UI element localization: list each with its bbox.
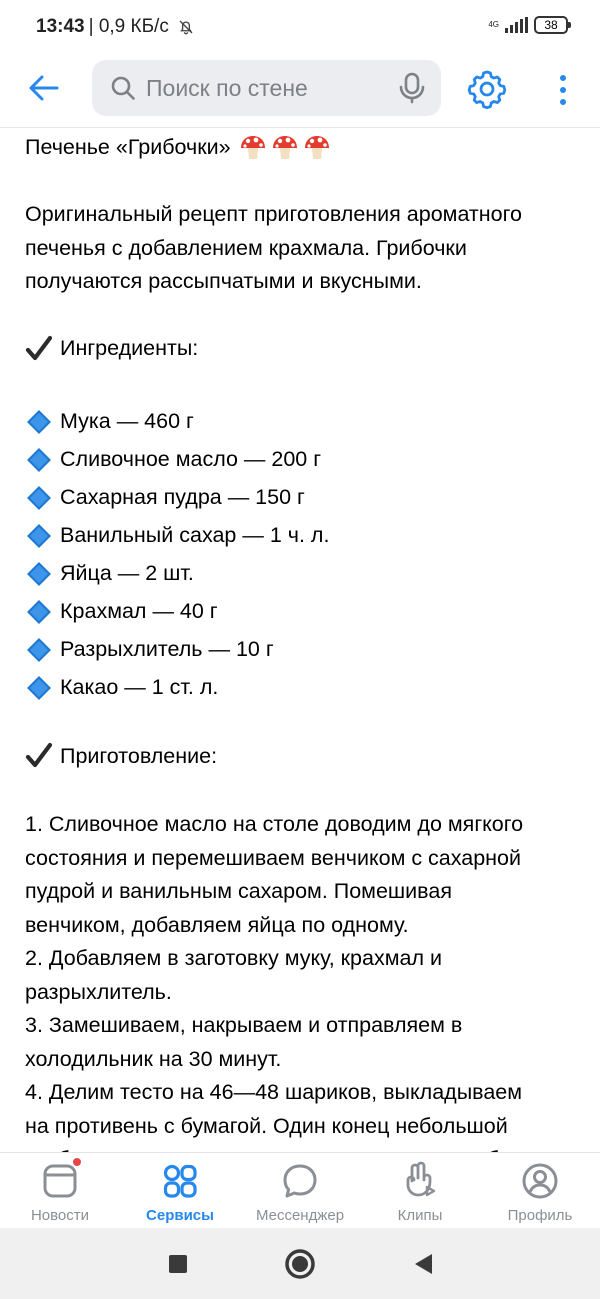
services-icon	[160, 1161, 200, 1201]
bottom-tab-bar	[0, 1152, 600, 1228]
ingredient-item	[25, 405, 574, 439]
profile-icon	[520, 1161, 560, 1201]
ingredient-item	[25, 557, 574, 591]
mushroom-icon	[239, 135, 267, 161]
blue-diamond-icon	[25, 598, 53, 626]
step-line: 4. Делим тесто на 46—48 шариков, выкладываем	[25, 1080, 523, 1104]
search-icon	[110, 75, 136, 101]
gear-icon[interactable]	[466, 68, 508, 110]
step-line: 1. Сливочное масло на столе доводим до мягкого	[25, 812, 524, 836]
ingredient-text: Сливочное масло — 200 г	[60, 447, 322, 471]
ingredient-item	[25, 633, 574, 667]
ingredient-text: Яйца — 2 шт.	[60, 561, 194, 585]
blue-diamond-icon	[25, 446, 53, 474]
post-intro-line: Оригинальный рецепт приготовления ароматного	[25, 202, 522, 226]
tab-profile[interactable]	[480, 1153, 600, 1228]
step-line: пудрой и ванильным сахаром. Помешивая	[25, 879, 452, 903]
clips-icon	[400, 1161, 440, 1201]
blue-diamond-icon	[25, 522, 53, 550]
ingredients-heading: Ингредиенты:	[60, 336, 199, 360]
notification-badge	[72, 1157, 82, 1167]
step-line: холодильник на 30 минут.	[25, 1046, 282, 1071]
step-line: 3. Замешиваем, накрываем и отправляем в	[25, 1013, 463, 1037]
microphone-icon[interactable]	[397, 72, 427, 104]
blue-diamond-icon	[25, 560, 53, 588]
more-vertical-icon[interactable]	[550, 72, 576, 108]
check-mark-icon	[25, 742, 53, 770]
status-left	[36, 16, 195, 38]
back-button[interactable]	[22, 70, 66, 106]
signal-icon	[505, 17, 528, 33]
status-speed: | 0,9 КБ/с	[88, 16, 169, 37]
ingredient-item	[25, 481, 574, 515]
post-title: Печенье «Грибочки»	[25, 135, 231, 159]
tab-label: Мессенджер	[255, 1207, 345, 1224]
ingredient-item	[25, 443, 574, 477]
step-line: на противень с бумагой. Один конец небольшой	[25, 1113, 508, 1138]
step-line: состояния и перемешиваем венчиком с сахарной	[25, 845, 522, 870]
ingredient-text: Крахмал — 40 г	[60, 599, 218, 623]
step-line: 2. Добавляем в заготовку муку, крахмал и	[25, 946, 442, 970]
status-bar	[0, 0, 600, 56]
home-icon[interactable]	[284, 1248, 316, 1280]
step-line: разрыхлитель.	[25, 979, 172, 1004]
check-mark-icon	[25, 335, 53, 363]
post-intro-line: печенья с добавлением крахмала. Грибочки	[25, 235, 467, 260]
mushroom-icon	[271, 135, 299, 161]
post-content	[0, 128, 600, 1152]
system-navigation-bar	[0, 1228, 600, 1299]
news-icon	[40, 1161, 80, 1201]
post-intro-line: получаются рассыпчатыми и вкусными.	[25, 269, 422, 293]
search-input[interactable]	[146, 75, 386, 102]
step-line: венчиком, добавляем яйца по одному.	[25, 912, 409, 937]
blue-diamond-icon	[25, 636, 53, 664]
back-triangle-icon[interactable]	[410, 1250, 438, 1278]
top-bar	[0, 56, 600, 128]
post-title-line	[25, 131, 574, 165]
ingredient-text: Какао — 1 ст. л.	[60, 675, 219, 699]
status-time: 13:43	[36, 16, 85, 37]
ingredient-text: Ванильный сахар — 1 ч. л.	[60, 523, 330, 547]
tab-services[interactable]	[120, 1153, 240, 1228]
mushroom-icon	[303, 135, 331, 161]
steps-heading-line	[25, 740, 574, 774]
ingredients-heading-line	[25, 332, 574, 366]
blue-diamond-icon	[25, 408, 53, 436]
tab-label: Клипы	[397, 1207, 443, 1224]
ingredient-item	[25, 519, 574, 553]
battery-icon	[534, 16, 568, 34]
tab-label: Сервисы	[146, 1207, 214, 1224]
search-field[interactable]	[92, 60, 441, 116]
messenger-icon	[280, 1161, 320, 1201]
ingredient-item	[25, 671, 574, 705]
network-type: 4G	[488, 20, 499, 29]
battery-level: 38	[544, 18, 558, 32]
bell-off-icon	[177, 18, 195, 36]
tab-label: Новости	[30, 1207, 90, 1224]
tab-messenger[interactable]	[240, 1153, 360, 1228]
steps-heading: Приготовление:	[60, 743, 218, 768]
ingredient-text: Разрыхлитель — 10 г	[60, 637, 274, 661]
tab-news[interactable]	[0, 1153, 120, 1228]
blue-diamond-icon	[25, 674, 53, 702]
status-right	[488, 16, 568, 34]
blue-diamond-icon	[25, 484, 53, 512]
arrow-back-icon	[29, 75, 59, 101]
ingredient-text: Сахарная пудра — 150 г	[60, 485, 305, 509]
tab-label: Профиль	[507, 1207, 573, 1224]
recent-apps-icon[interactable]	[164, 1250, 192, 1278]
ingredient-text: Мука — 460 г	[60, 409, 194, 433]
tab-clips[interactable]	[360, 1153, 480, 1228]
ingredient-item	[25, 595, 574, 629]
